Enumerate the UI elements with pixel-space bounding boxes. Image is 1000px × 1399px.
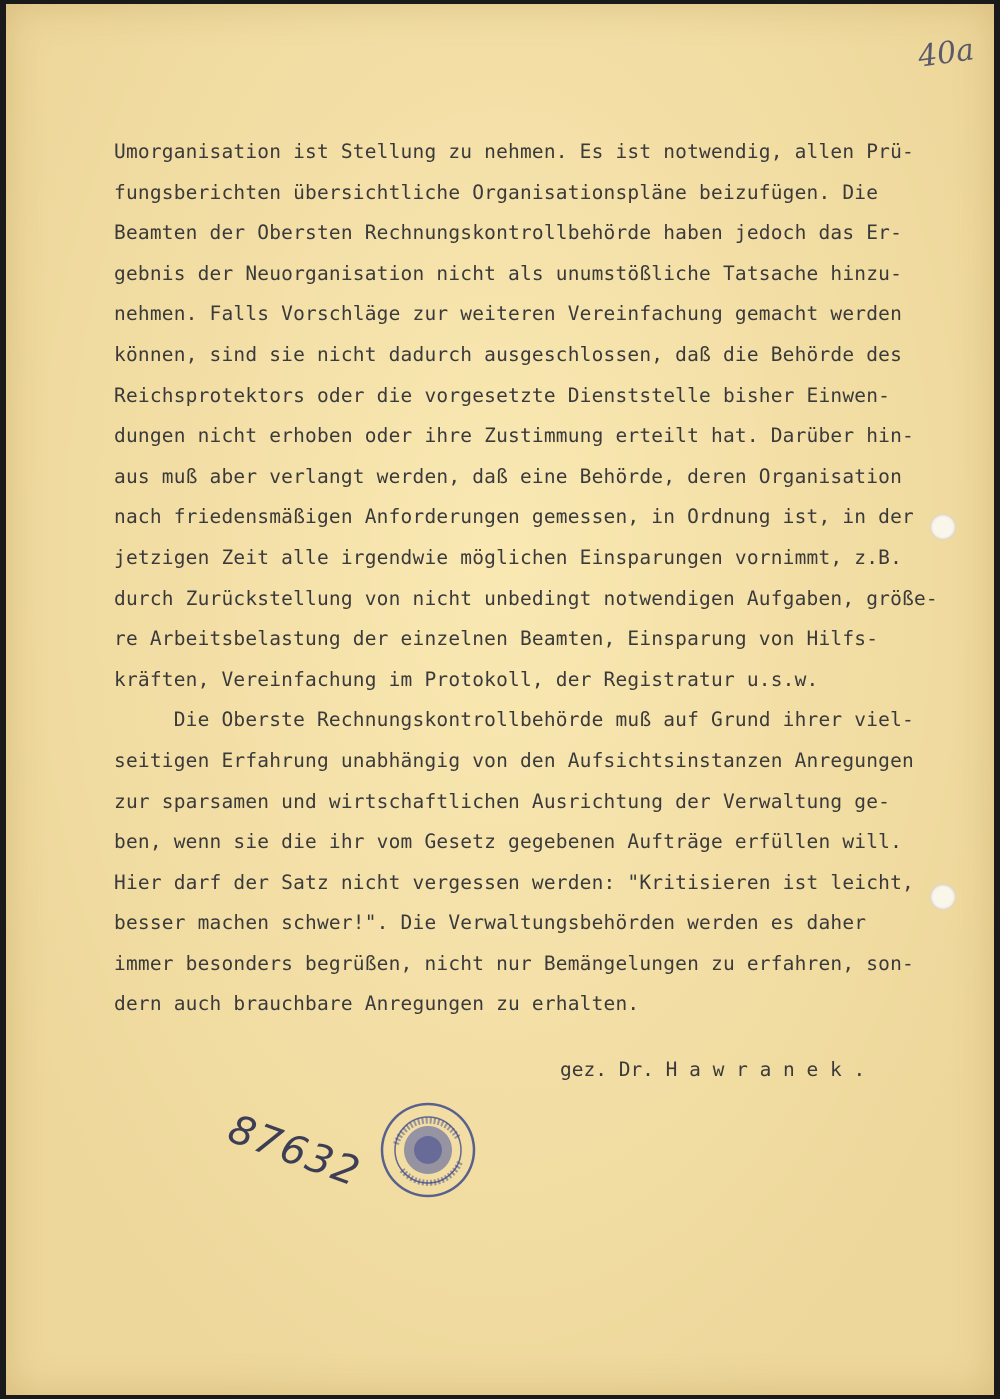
body-line: fungsberichten übersichtliche Organisationspläne beizufügen. Die	[114, 180, 879, 204]
body-line: dern auch brauchbare Anregungen zu erhalten.	[114, 992, 640, 1016]
letter-body	[114, 132, 974, 1025]
body-line: re Arbeitsbelastung der einzelnen Beamten, Einsparung von Hilfs-	[114, 627, 879, 651]
body-line: Hier darf der Satz nicht vergessen werden: "Kritisieren ist leicht,	[114, 870, 914, 894]
body-line: aus muß aber verlangt werden, daß eine Behörde, deren Organisation	[114, 464, 903, 488]
body-line: zur sparsamen und wirtschaftlichen Ausrichtung der Verwaltung ge-	[114, 789, 891, 813]
body-line: durch Zurückstellung von nicht unbedingt notwendigen Aufgaben, größe-	[114, 586, 938, 610]
handwritten-archive-number: 87632	[222, 1106, 367, 1197]
body-line: nach friedensmäßigen Anforderungen gemessen, in Ordnung ist, in der	[114, 505, 914, 529]
body-line: Die Oberste Rechnungskontrollbehörde muß auf Grund ihrer viel-	[114, 708, 914, 732]
archive-stamp	[378, 1100, 478, 1200]
body-line: Reichsprotektors oder die vorgesetzte Dienststelle bisher Einwen-	[114, 383, 891, 407]
body-line: dungen nicht erhoben oder ihre Zustimmung erteilt hat. Darüber hin-	[114, 424, 914, 448]
body-line: jetzigen Zeit alle irgendwie möglichen Einsparungen vornimmt, z.B.	[114, 545, 903, 569]
body-line: nehmen. Falls Vorschläge zur weiteren Vereinfachung gemacht werden	[114, 302, 903, 326]
signature-line: gez. Dr. H a w r a n e k .	[560, 1058, 866, 1081]
body-line: besser machen schwer!". Die Verwaltungsbehörden werden es daher	[114, 911, 867, 935]
body-line: können, sind sie nicht dadurch ausgeschlossen, daß die Behörde des	[114, 342, 903, 366]
body-line: ben, wenn sie die ihr vom Gesetz gegebenen Aufträge erfüllen will.	[114, 830, 903, 854]
handwritten-page-number: 40a	[915, 32, 977, 75]
body-line: Umorganisation ist Stellung zu nehmen. Es ist notwendig, allen Prü-	[114, 140, 914, 163]
body-line: kräften, Vereinfachung im Protokoll, der Registratur u.s.w.	[114, 667, 819, 691]
body-line: seitigen Erfahrung unabhängig von den Aufsichtsinstanzen Anregungen	[114, 748, 914, 772]
body-line: immer besonders begrüßen, nicht nur Bemängelungen zu erfahren, son-	[114, 951, 914, 975]
body-line: gebnis der Neuorganisation nicht als unumstößliche Tatsache hinzu-	[114, 261, 903, 285]
body-line: Beamten der Obersten Rechnungskontrollbehörde haben jedoch das Er-	[114, 221, 903, 245]
